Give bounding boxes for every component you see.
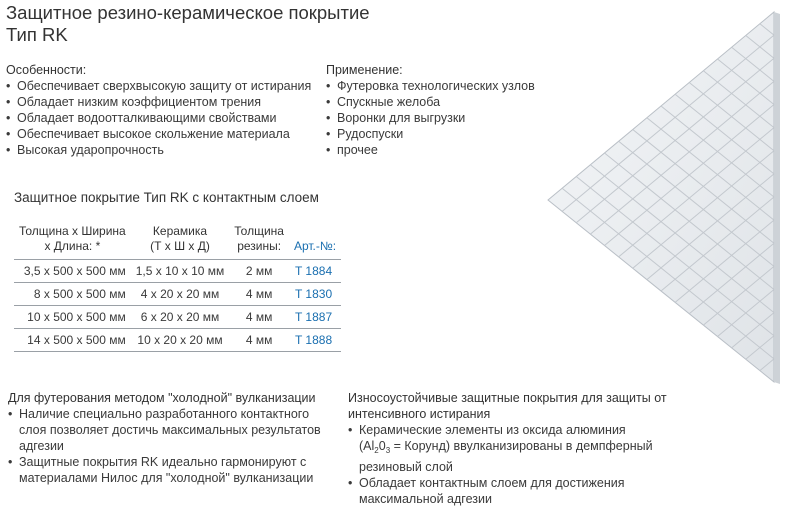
cell-ceramic: 1,5 x 10 x 10 мм	[131, 260, 230, 283]
cell-article-link[interactable]: T 1830	[289, 283, 341, 306]
header-ceramic-line1: Керамика	[152, 224, 208, 238]
tile-edge	[774, 12, 780, 384]
cell-article-link[interactable]: T 1887	[289, 306, 341, 329]
cell-ceramic: 4 x 20 x 20 мм	[131, 283, 230, 306]
wear-resistance-item	[348, 422, 678, 475]
cell-dimensions: 8 x 500 x 500 мм	[14, 283, 131, 306]
features-heading: Особенности:	[6, 63, 87, 77]
tile-face	[548, 12, 774, 382]
features-section	[6, 62, 311, 158]
formula-sub-2: 2	[374, 446, 379, 455]
header-rubber-line1: Толщина	[234, 224, 284, 238]
cold-vulcanization-section	[8, 390, 338, 486]
cell-rubber: 4 мм	[229, 283, 289, 306]
application-item: • Спускные желоба	[326, 94, 535, 110]
title-line-2: Тип RK	[6, 24, 68, 45]
table-title: Защитное покрытие Тип RK с контактным слоем	[14, 190, 319, 205]
table-row	[14, 283, 341, 306]
page-title	[6, 2, 370, 46]
header-rubber-line2: резины:	[237, 239, 282, 253]
header-rubber	[229, 222, 289, 260]
wear-heading-line1: Износоустойчивые защитные покрытия для защиты от	[348, 391, 667, 405]
wear-resistance-item: • Обладает контактным слоем для достижения максимальной адгезии	[348, 475, 678, 507]
header-article: Арт.-№:	[293, 239, 337, 253]
wear-resistance-heading	[348, 390, 678, 422]
spec-table	[14, 222, 341, 352]
application-item: • прочее	[326, 142, 535, 158]
cold-vulcanization-list	[8, 406, 338, 486]
title-line-1: Защитное резино-керамическое покрытие	[6, 2, 370, 23]
cell-ceramic: 6 x 20 x 20 мм	[131, 306, 230, 329]
feature-item: • Обладает низким коэффициентом трения	[6, 94, 311, 110]
wear-resistance-section	[348, 390, 678, 507]
formula-al: (Al	[359, 439, 375, 453]
cell-ceramic: 10 x 20 x 20 мм	[131, 329, 230, 352]
cell-article-link[interactable]: T 1884	[289, 260, 341, 283]
formula-sub-3: 3	[385, 446, 391, 455]
application-item: • Рудоспуски	[326, 126, 535, 142]
wear-item1-text: Керамические элементы из оксида алюминия	[359, 423, 626, 437]
table-header-row	[14, 222, 341, 260]
cell-dimensions: 3,5 x 500 x 500 мм	[14, 260, 131, 283]
cell-rubber: 2 мм	[229, 260, 289, 283]
feature-item: • Обладает водоотталкивающими свойствами	[6, 110, 311, 126]
table-row	[14, 260, 341, 283]
application-heading: Применение:	[326, 63, 403, 77]
cell-dimensions: 14 x 500 x 500 мм	[14, 329, 131, 352]
header-ceramic-line2: (Т x Ш x Д)	[150, 239, 210, 253]
feature-item: • Обеспечивает высокое скольжение материала	[6, 126, 311, 142]
header-dimensions-line1: Толщина x Ширина	[19, 224, 126, 238]
feature-item: • Обеспечивает сверхвысокую защиту от истирания	[6, 78, 311, 94]
feature-item: • Высокая ударопрочность	[6, 142, 311, 158]
features-list	[6, 78, 311, 158]
application-item: • Футеровка технологических узлов	[326, 78, 535, 94]
application-list	[326, 78, 535, 158]
wear-heading-line2: интенсивного истирания	[348, 407, 491, 421]
table-row	[14, 306, 341, 329]
cold-vulcanization-item: • Защитные покрытия RK идеально гармонируют с материалами Нилос для "холодной" вулканизации	[8, 454, 338, 486]
ceramic-tile-sheet-image	[540, 0, 794, 400]
cold-vulcanization-item: • Наличие специально разработанного контактного слоя позволяет достичь максимальных результатов адгезии	[8, 406, 338, 454]
application-section	[326, 62, 535, 158]
cold-vulcanization-heading: Для футерования методом "холодной" вулканизации	[8, 391, 316, 405]
header-ceramic	[131, 222, 230, 260]
header-dimensions	[14, 222, 131, 260]
cell-rubber: 4 мм	[229, 329, 289, 352]
header-dimensions-line2: x Длина: *	[44, 239, 101, 253]
cell-rubber: 4 мм	[229, 306, 289, 329]
cell-article-link[interactable]: T 1888	[289, 329, 341, 352]
cell-dimensions: 10 x 500 x 500 мм	[14, 306, 131, 329]
formula-o: 0	[378, 439, 386, 453]
wear-item1-rest: = Корунд) ввулканизированы в демпферный резиновый слой	[359, 439, 653, 474]
wear-resistance-list	[348, 422, 678, 507]
table-row	[14, 329, 341, 352]
application-item: • Воронки для выгрузки	[326, 110, 535, 126]
